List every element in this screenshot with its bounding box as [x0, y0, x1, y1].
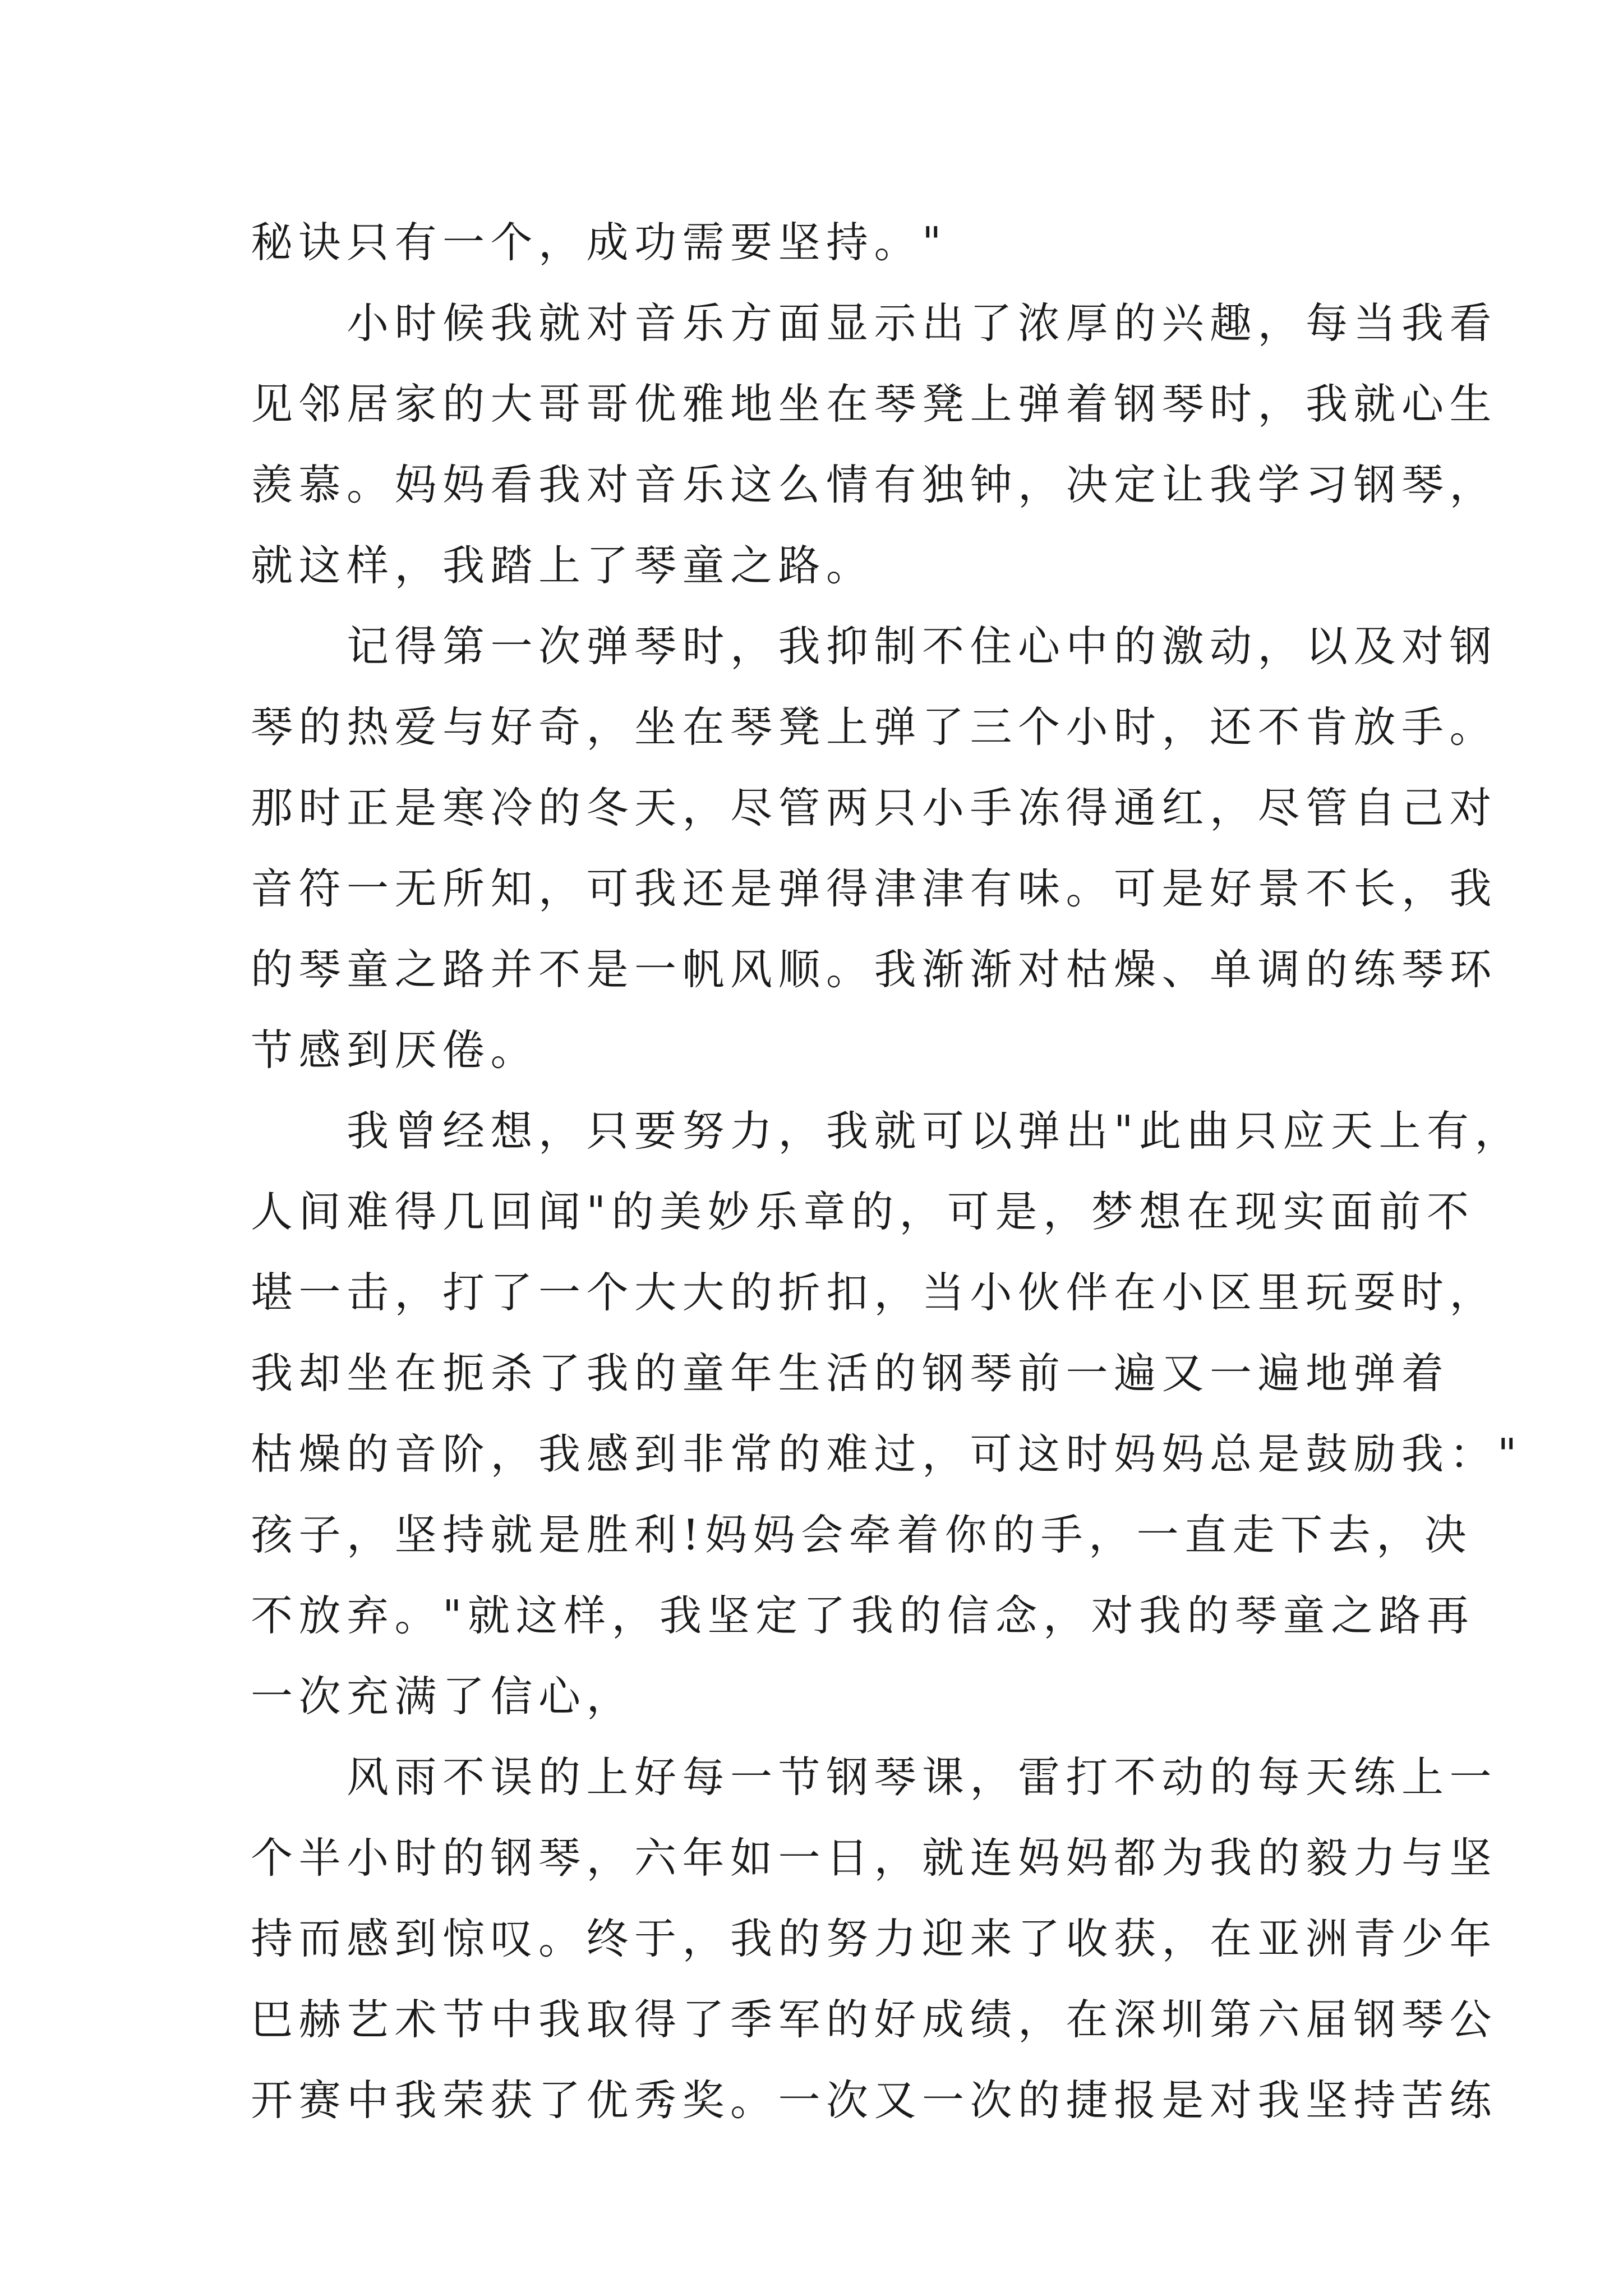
text-line: 持而感到惊叹。终于，我的努力迎来了收获，在亚洲青少年 [251, 1914, 1498, 1963]
text-line: 巴赫艺术节中我取得了季军的好成绩，在深圳第六届钢琴公 [251, 1995, 1498, 2044]
text-line: 个半小时的钢琴，六年如一日，就连妈妈都为我的毅力与坚 [251, 1833, 1498, 1883]
text-line: 那时正是寒冷的冬天，尽管两只小手冻得通红，尽管自己对 [251, 783, 1498, 832]
text-line: 琴的热爱与好奇，坐在琴凳上弹了三个小时，还不肯放手。 [251, 702, 1498, 752]
text-line: 就这样，我踏上了琴童之路。 [251, 541, 874, 590]
text-line: 我曾经想，只要努力，我就可以弹出"此曲只应天上有， [251, 1106, 1523, 1156]
text-line: 枯燥的音阶，我感到非常的难过，可这时妈妈总是鼓励我：" [251, 1429, 1523, 1479]
text-line: 堪一击，打了一个大大的折扣，当小伙伴在小区里玩耍时， [251, 1268, 1498, 1317]
text-line: 一次充满了信心， [251, 1672, 635, 1721]
text-line: 音符一无所知，可我还是弹得津津有味。可是好景不长，我 [251, 864, 1498, 913]
text-line: 不放弃。"就这样，我坚定了我的信念，对我的琴童之路再 [251, 1591, 1475, 1640]
text-line: 孩子，坚持就是胜利!妈妈会牵着你的手，一直走下去，决 [251, 1510, 1473, 1559]
text-line: 羡慕。妈妈看我对音乐这么情有独钟，决定让我学习钢琴， [251, 460, 1498, 509]
article-body [251, 202, 1523, 2141]
text-line: 我却坐在扼杀了我的童年生活的钢琴前一遍又一遍地弹着 [251, 1349, 1450, 1398]
text-line: 秘诀只有一个，成功需要坚持。" [251, 218, 947, 267]
text-line: 开赛中我荣获了优秀奖。一次又一次的捷报是对我坚持苦练 [251, 2076, 1498, 2125]
text-line: 人间难得几回闻"的美妙乐章的，可是，梦想在现实面前不 [251, 1187, 1475, 1236]
text-line: 的琴童之路并不是一帆风顺。我渐渐对枯燥、单调的练琴环 [251, 945, 1498, 994]
text-line: 记得第一次弹琴时，我抑制不住心中的激动，以及对钢 [251, 622, 1498, 671]
text-line: 见邻居家的大哥哥优雅地坐在琴凳上弹着钢琴时，我就心生 [251, 379, 1498, 429]
text-line: 节感到厌倦。 [251, 1025, 539, 1075]
text-line: 风雨不误的上好每一节钢琴课，雷打不动的每天练上一 [251, 1752, 1498, 1802]
text-line: 小时候我就对音乐方面显示出了浓厚的兴趣，每当我看 [251, 298, 1498, 348]
